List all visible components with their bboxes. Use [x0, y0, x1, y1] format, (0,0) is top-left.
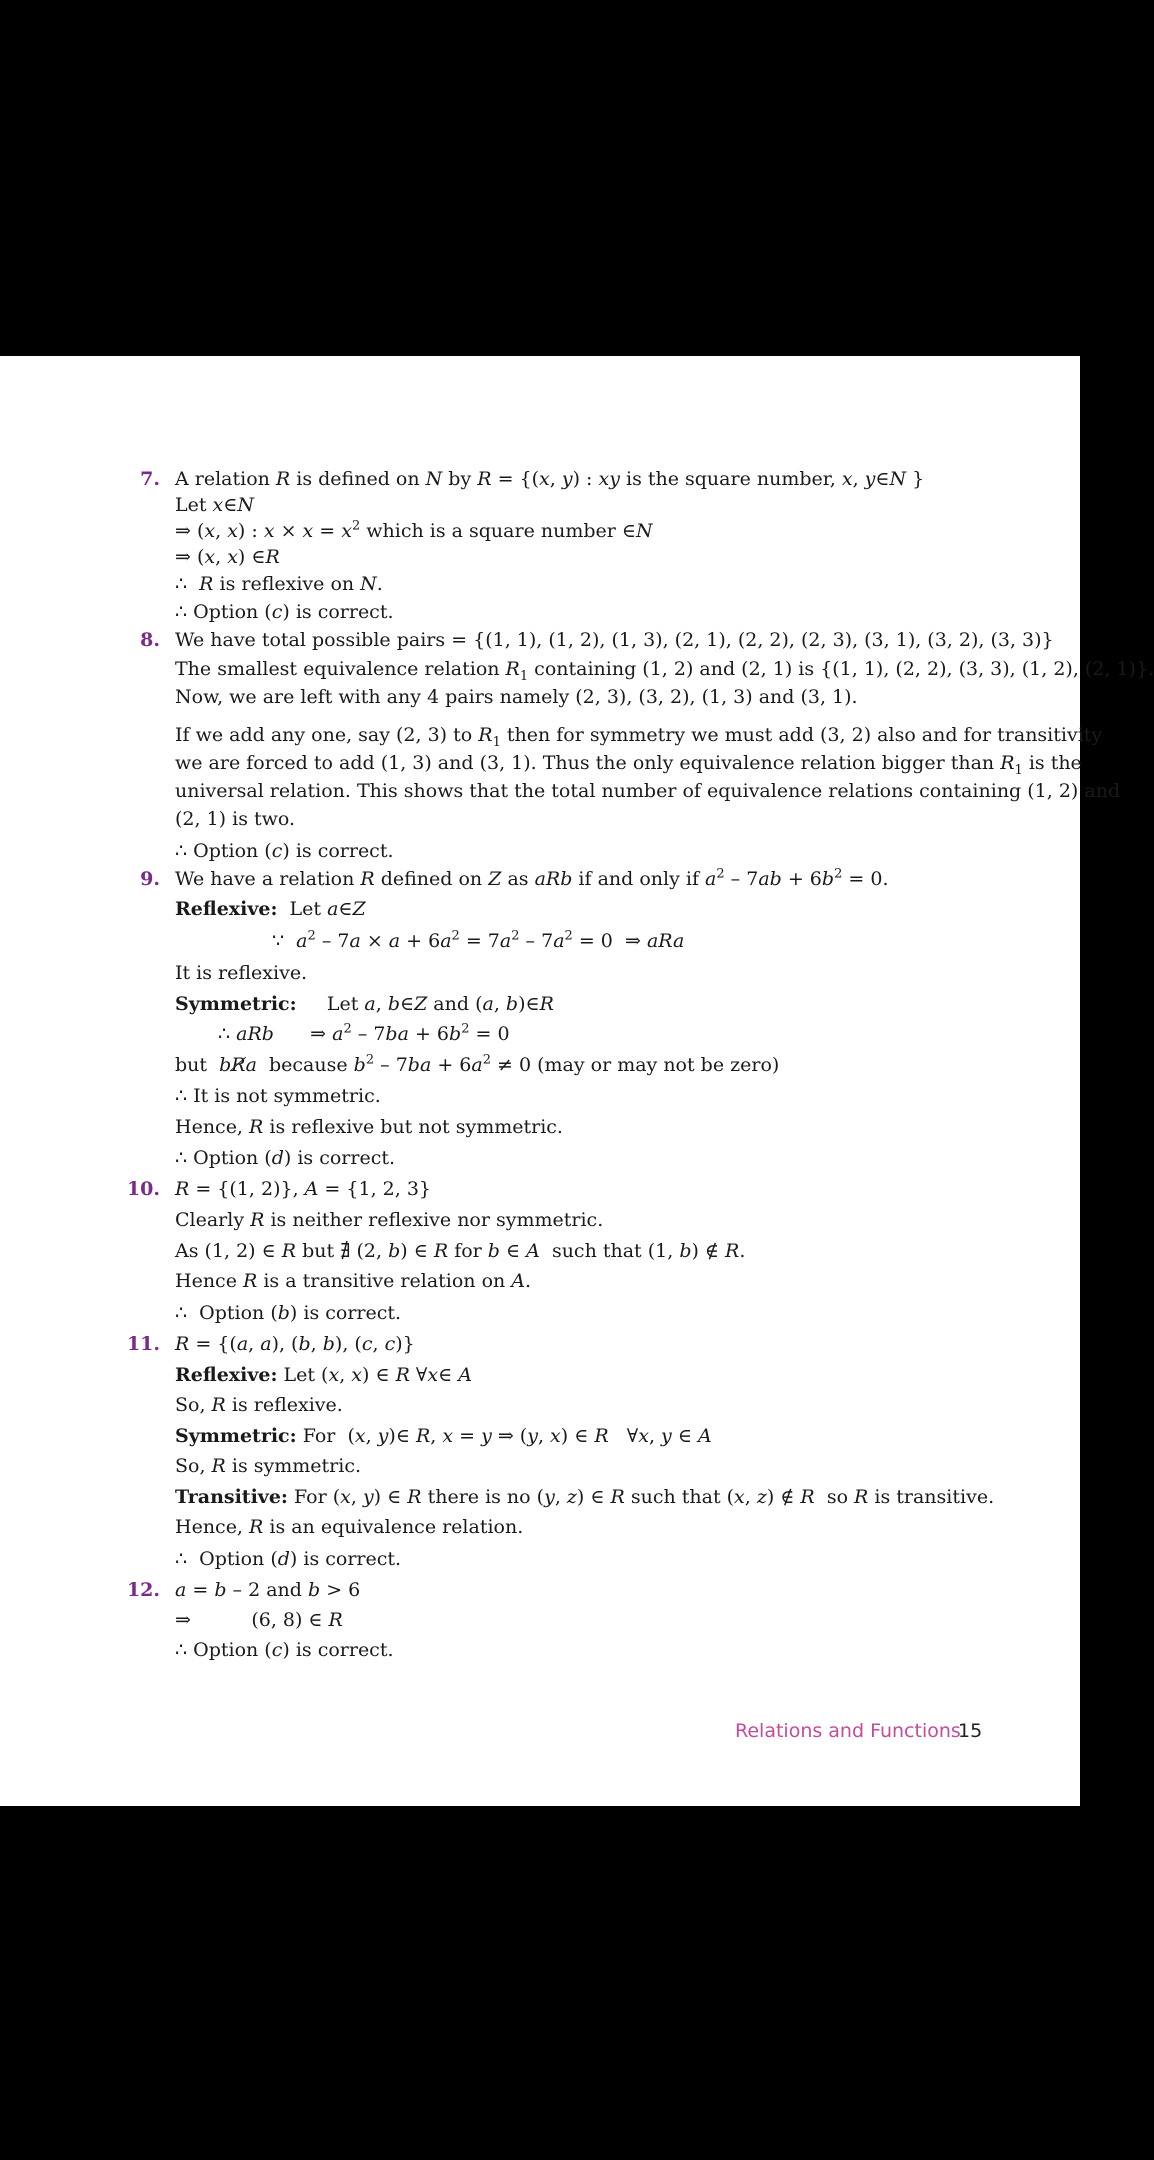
- q8-line-1: We have total possible pairs = {(1, 1), (1, 2), (1, 3), (2, 1), (2, 2), (2, 3), (3, 1), (3, 2), (3, 3)}: [175, 629, 1054, 651]
- footer-chapter-title: Relations and Functions: [735, 1720, 961, 1742]
- q12-line-2: ⇒ (6, 8) ∈ R: [175, 1609, 343, 1631]
- q12-line-1: a = b – 2 and b > 6: [175, 1579, 361, 1601]
- q9-line-10: ∴ Option (d) is correct.: [175, 1147, 396, 1169]
- q9-line-4: It is reflexive.: [175, 962, 308, 984]
- q9-line-6: ∴ aRb ⇒ $a^2 - 7ba + 6b^2 = 0$: [218, 1021, 510, 1045]
- q9-line-5: Symmetric: Let a, b∈Z and (a, b)∈R: [175, 993, 554, 1015]
- q7-line-5: ∴ R is reflexive on N.: [175, 573, 383, 595]
- q8-line-3: Now, we are left with any 4 pairs namely (2, 3), (3, 2), (1, 3) and (3, 1).: [175, 686, 858, 708]
- q10-line-4: Hence R is a transitive relation on A.: [175, 1270, 532, 1292]
- q7-line-4: ⇒ (x, x) ∈R: [175, 546, 280, 568]
- q7-line-2: Let x∈N: [175, 494, 254, 516]
- q8-line-8: ∴ Option (c) is correct.: [175, 840, 394, 862]
- q9-line-7: but bR̸a because $b^2 - 7ba + 6a^2 \ne 0$ (may or may not be zero): [175, 1052, 780, 1076]
- q11-line-2: Reflexive: Let (x, x) ∈ R ∀x∈ A: [175, 1364, 472, 1386]
- q7-line-1: A relation R is defined on N by R = {(x, y) : xy is the square number, x, y∈N }: [175, 468, 925, 490]
- q12-line-3: ∴ Option (c) is correct.: [175, 1639, 394, 1661]
- q11-line-3: So, R is reflexive.: [175, 1394, 343, 1416]
- q8-line-7: (2, 1) is two.: [175, 808, 296, 830]
- q7-line-6: ∴ Option (c) is correct.: [175, 601, 394, 623]
- q11-line-1: R = {(a, a), (b, b), (c, c)}: [175, 1333, 415, 1355]
- question-number-11: 11.: [126, 1333, 160, 1355]
- q10-line-1: R = {(1, 2)}, A = {1, 2, 3}: [175, 1178, 431, 1200]
- q10-line-2: Clearly R is neither reflexive nor symmetric.: [175, 1209, 604, 1231]
- question-number-9: 9.: [140, 868, 160, 890]
- q7-line-3: ⇒ (x, x) : $x \times x = x^2$ which is a square number ∈N: [175, 518, 653, 542]
- question-number-12: 12.: [126, 1579, 160, 1601]
- q11-line-4: Symmetric: For (x, y)∈ R, x = y ⇒ (y, x) ∈ R ∀x, y ∈ A: [175, 1425, 712, 1447]
- q11-line-5: So, R is symmetric.: [175, 1455, 362, 1477]
- q9-line-2: Reflexive: Let a∈Z: [175, 898, 366, 920]
- q10-line-3: As (1, 2) ∈ R but ∄ (2, b) ∈ R for b ∈ A such that (1, b) ∉ R.: [175, 1240, 746, 1262]
- q11-line-7: Hence, R is an equivalence relation.: [175, 1516, 524, 1538]
- q9-line-1: We have a relation R defined on Z as aRb if and only if $a^2 - 7ab + 6b^2 = 0$.: [175, 866, 889, 890]
- q8-line-5: we are forced to add (1, 3) and (3, 1). Thus the only equivalence relation bigger than $R_1$ is the: [175, 752, 1082, 778]
- q9-line-3: ∵ $a^2 - 7a \times a + 6a^2 = 7a^2 - 7a^2 = 0$ ⇒ aRa: [272, 928, 685, 952]
- question-number-8: 8.: [140, 629, 160, 651]
- q8-line-6: universal relation. This shows that the total number of equivalence relations containing (1, 2) and: [175, 780, 1121, 802]
- q8-line-2: The smallest equivalence relation $R_1$ containing (1, 2) and (2, 1) is {(1, 1), (2, 2), (3, 3), (1, 2), (2, 1)}.: [175, 658, 1154, 684]
- q10-line-5: ∴ Option (b) is correct.: [175, 1302, 402, 1324]
- q11-line-8: ∴ Option (d) is correct.: [175, 1548, 402, 1570]
- q9-line-8: ∴ It is not symmetric.: [175, 1085, 381, 1107]
- q9-line-9: Hence, R is reflexive but not symmetric.: [175, 1116, 563, 1138]
- footer-page-number: 15: [958, 1720, 983, 1742]
- question-number-10: 10.: [126, 1178, 160, 1200]
- q8-line-4: If we add any one, say (2, 3) to $R_1$ then for symmetry we must add (3, 2) also and for transitivity: [175, 724, 1103, 750]
- document-page: [0, 356, 1154, 1806]
- q11-line-6: Transitive: For (x, y) ∈ R there is no (y, z) ∈ R such that (x, z) ∉ R so R is transitive.: [175, 1486, 995, 1508]
- question-number-7: 7.: [140, 468, 160, 490]
